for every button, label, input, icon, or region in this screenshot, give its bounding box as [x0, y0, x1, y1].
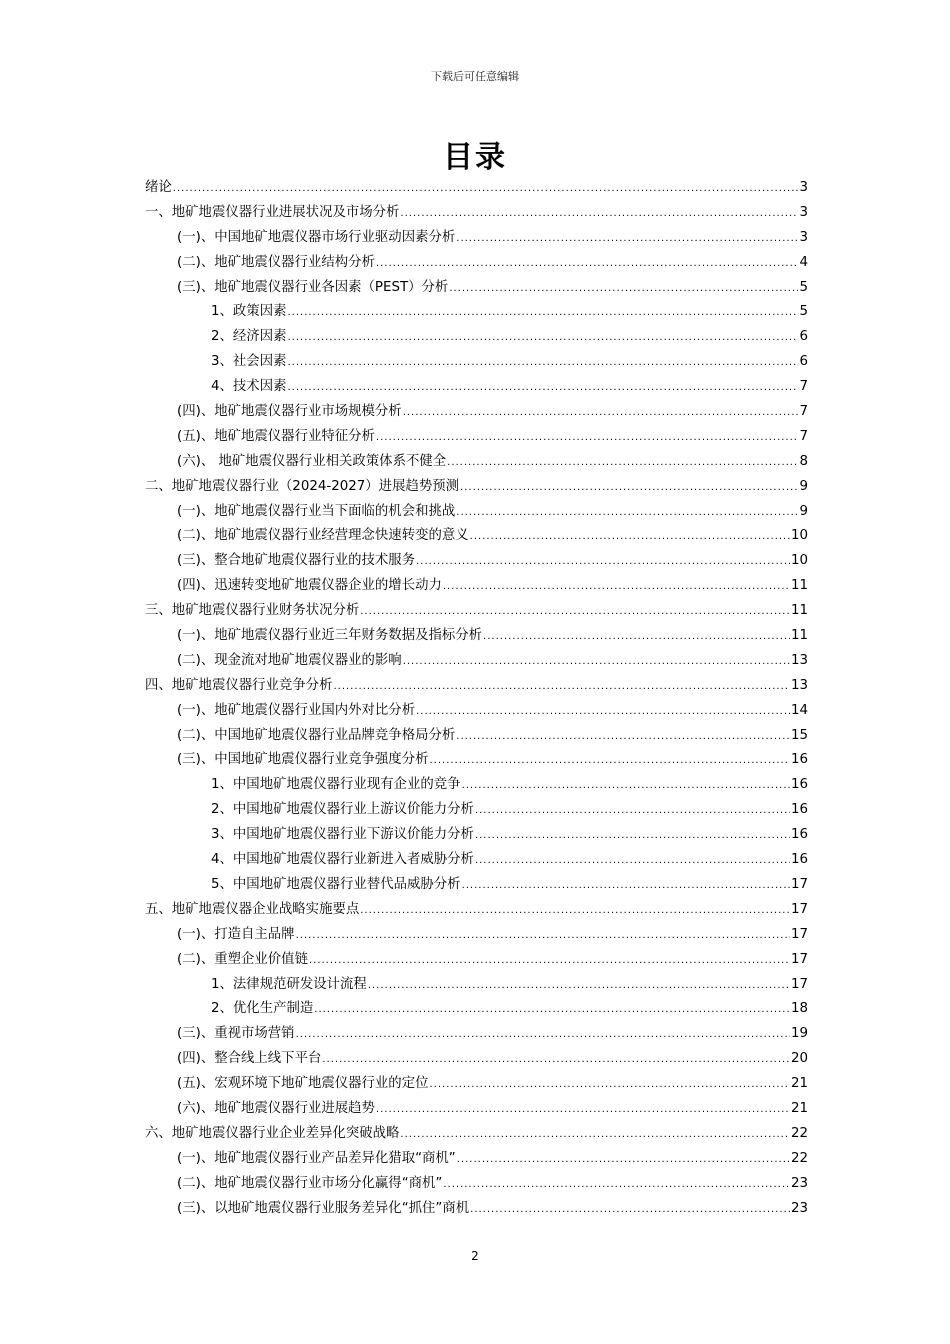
- toc-leader-dots: [400, 1123, 790, 1148]
- toc-entry-text: 五、地矿地震仪器企业战略实施要点: [145, 901, 360, 917]
- toc-entry-page: 16: [790, 752, 808, 768]
- toc-entry[interactable]: [145, 400, 808, 425]
- toc-entry[interactable]: [145, 176, 808, 201]
- toc-leader-dots: [416, 700, 790, 725]
- toc-entry-page: 17: [790, 976, 808, 992]
- toc-entry-page: 11: [790, 578, 808, 594]
- toc-entry-text: 三、地矿地震仪器行业财务状况分析: [145, 603, 360, 619]
- toc-entry[interactable]: [145, 574, 808, 599]
- toc-entry-page: 23: [790, 1200, 808, 1216]
- toc-leader-dots: [368, 974, 790, 999]
- toc-entry[interactable]: [145, 300, 808, 325]
- toc-entry[interactable]: [145, 674, 808, 699]
- toc-leader-dots: [447, 451, 798, 476]
- toc-entry[interactable]: [145, 748, 808, 773]
- toc-entry-text: (二)、现金流对地矿地震仪器业的影响: [177, 652, 402, 668]
- table-of-contents: [145, 176, 808, 1221]
- toc-leader-dots: [360, 899, 790, 924]
- toc-entry-page: 7: [799, 428, 808, 444]
- toc-leader-dots: [456, 227, 798, 252]
- toc-entry-page: 16: [790, 827, 808, 843]
- toc-entry-page: 17: [790, 926, 808, 942]
- toc-leader-dots: [475, 824, 790, 849]
- toc-entry-page: 20: [790, 1051, 808, 1067]
- toc-entry[interactable]: [145, 1147, 808, 1172]
- toc-entry-page: 6: [799, 329, 808, 345]
- toc-entry-text: 四、地矿地震仪器行业竞争分析: [145, 677, 333, 693]
- page-title: 目录: [443, 140, 507, 175]
- toc-leader-dots: [483, 625, 790, 650]
- toc-entry[interactable]: [145, 798, 808, 823]
- toc-entry-text: (一)、中国地矿地震仪器市场行业驱动因素分析: [177, 229, 456, 245]
- toc-entry-page: 17: [790, 951, 808, 967]
- toc-leader-dots: [475, 799, 790, 824]
- toc-entry-text: 3、社会因素: [211, 354, 287, 370]
- toc-entry-text: 2、优化生产制造: [211, 1001, 314, 1017]
- toc-entry-page: 7: [799, 379, 808, 395]
- toc-entry-text: 绪论: [145, 180, 172, 195]
- toc-entry-page: 10: [790, 553, 808, 569]
- toc-entry-page: 16: [790, 852, 808, 868]
- toc-entry-text: 一、地矿地震仪器行业进展状况及市场分析: [145, 204, 400, 220]
- toc-entry-text: (三)、中国地矿地震仪器行业竞争强度分析: [177, 752, 429, 768]
- toc-entry-text: 六、地矿地震仪器行业企业差异化突破战略: [145, 1125, 400, 1141]
- toc-leader-dots: [443, 575, 790, 600]
- toc-leader-dots: [470, 525, 790, 550]
- toc-entry[interactable]: [145, 823, 808, 848]
- toc-entry[interactable]: [145, 524, 808, 549]
- header-note: 下载后可任意编辑: [431, 70, 519, 83]
- toc-leader-dots: [400, 202, 798, 227]
- toc-entry-text: 1、法律规范研发设计流程: [211, 976, 367, 992]
- toc-entry[interactable]: [145, 948, 808, 973]
- toc-leader-dots: [470, 1198, 790, 1223]
- toc-entry-text: (二)、中国地矿地震仪器行业品牌竞争格局分析: [177, 727, 456, 743]
- toc-entry[interactable]: [145, 898, 808, 923]
- toc-leader-dots: [287, 301, 798, 326]
- toc-leader-dots: [314, 998, 790, 1023]
- toc-entry-page: 3: [799, 229, 808, 245]
- toc-leader-dots: [287, 351, 798, 376]
- toc-entry-text: 二、地矿地震仪器行业（2024-2027）进展趋势预测: [145, 478, 460, 494]
- toc-entry[interactable]: [145, 251, 808, 276]
- toc-entry-text: (四)、迅速转变地矿地震仪器企业的增长动力: [177, 578, 442, 594]
- toc-entry-page: 10: [790, 528, 808, 544]
- toc-entry-page: 17: [790, 901, 808, 917]
- toc-entry[interactable]: [145, 1122, 808, 1147]
- toc-entry[interactable]: [145, 276, 808, 301]
- toc-entry-text: (二)、地矿地震仪器行业结构分析: [177, 254, 375, 270]
- toc-entry-page: 17: [790, 876, 808, 892]
- toc-leader-dots: [309, 949, 790, 974]
- toc-leader-dots: [460, 476, 798, 501]
- toc-entry-text: (三)、整合地矿地震仪器行业的技术服务: [177, 553, 416, 569]
- toc-entry[interactable]: [145, 873, 808, 898]
- toc-leader-dots: [376, 426, 799, 451]
- toc-entry-text: (四)、地矿地震仪器行业市场规模分析: [177, 404, 402, 420]
- toc-leader-dots: [287, 326, 798, 351]
- toc-entry[interactable]: [145, 773, 808, 798]
- toc-entry[interactable]: [145, 699, 808, 724]
- toc-entry[interactable]: [145, 450, 808, 475]
- toc-entry-page: 18: [790, 1001, 808, 1017]
- toc-entry[interactable]: [145, 923, 808, 948]
- toc-leader-dots: [322, 1048, 790, 1073]
- toc-entry-page: 8: [799, 453, 808, 469]
- toc-entry[interactable]: [145, 1097, 808, 1122]
- toc-entry[interactable]: [145, 425, 808, 450]
- toc-entry-text: (三)、重视市场营销: [177, 1026, 295, 1042]
- toc-entry-text: (三)、地矿地震仪器行业各因素（PEST）分析: [177, 279, 449, 295]
- toc-entry[interactable]: [145, 375, 808, 400]
- toc-entry-text: (二)、地矿地震仪器行业经营理念快速转变的意义: [177, 528, 469, 544]
- toc-entry[interactable]: [145, 1197, 808, 1222]
- page-number: 2: [471, 1249, 479, 1263]
- toc-entry[interactable]: [145, 201, 808, 226]
- toc-entry[interactable]: [145, 500, 808, 525]
- toc-entry-page: 19: [790, 1026, 808, 1042]
- toc-entry-page: 23: [790, 1175, 808, 1191]
- toc-entry-text: (五)、地矿地震仪器行业特征分析: [177, 428, 375, 444]
- toc-entry[interactable]: [145, 624, 808, 649]
- toc-leader-dots: [443, 1173, 790, 1198]
- toc-entry[interactable]: [145, 1172, 808, 1197]
- toc-leader-dots: [429, 1073, 789, 1098]
- toc-entry-text: (一)、地矿地震仪器行业产品差异化猎取“商机”: [177, 1150, 456, 1166]
- toc-leader-dots: [457, 1148, 790, 1173]
- toc-entry-page: 21: [790, 1100, 808, 1116]
- toc-entry-text: (二)、地矿地震仪器行业市场分化赢得“商机”: [177, 1175, 443, 1191]
- toc-leader-dots: [296, 924, 790, 949]
- toc-entry[interactable]: [145, 599, 808, 624]
- toc-entry-text: 4、中国地矿地震仪器行业新进入者威胁分析: [211, 852, 474, 868]
- toc-leader-dots: [456, 725, 790, 750]
- toc-entry-text: 2、中国地矿地震仪器行业上游议价能力分析: [211, 802, 474, 818]
- toc-leader-dots: [296, 1023, 790, 1048]
- toc-entry-page: 22: [790, 1125, 808, 1141]
- toc-entry-text: 5、中国地矿地震仪器行业替代品威胁分析: [211, 876, 461, 892]
- toc-entry-text: (六)、地矿地震仪器行业进展趋势: [177, 1100, 375, 1116]
- toc-entry[interactable]: [145, 1072, 808, 1097]
- toc-leader-dots: [462, 774, 790, 799]
- toc-leader-dots: [173, 177, 799, 202]
- toc-entry-page: 9: [799, 478, 808, 494]
- toc-leader-dots: [376, 252, 799, 277]
- toc-entry[interactable]: [145, 325, 808, 350]
- toc-leader-dots: [360, 600, 790, 625]
- toc-entry-text: (一)、打造自主品牌: [177, 926, 295, 942]
- toc-entry-text: (一)、地矿地震仪器行业近三年财务数据及指标分析: [177, 628, 483, 644]
- toc-leader-dots: [449, 277, 798, 302]
- toc-entry-page: 5: [799, 279, 808, 295]
- toc-entry-text: 2、经济因素: [211, 329, 287, 345]
- toc-leader-dots: [429, 749, 789, 774]
- toc-leader-dots: [475, 849, 790, 874]
- toc-entry[interactable]: [145, 350, 808, 375]
- toc-entry-page: 3: [799, 204, 808, 220]
- toc-entry-text: (一)、地矿地震仪器行业当下面临的机会和挑战: [177, 503, 456, 519]
- toc-leader-dots: [376, 1098, 790, 1123]
- toc-entry-page: 16: [790, 802, 808, 818]
- toc-leader-dots: [333, 675, 789, 700]
- toc-entry-page: 14: [790, 702, 808, 718]
- toc-leader-dots: [403, 650, 790, 675]
- toc-entry-page: 6: [799, 354, 808, 370]
- toc-entry[interactable]: [145, 724, 808, 749]
- toc-entry-text: 4、技术因素: [211, 379, 287, 395]
- toc-entry-page: 9: [799, 503, 808, 519]
- toc-entry-text: (六)、 地矿地震仪器行业相关政策体系不健全: [177, 453, 447, 469]
- toc-entry-page: 21: [790, 1076, 808, 1092]
- toc-entry[interactable]: [145, 1047, 808, 1072]
- toc-entry-text: (四)、整合线上线下平台: [177, 1051, 322, 1067]
- toc-entry-text: (一)、地矿地震仪器行业国内外对比分析: [177, 702, 416, 718]
- toc-entry-text: 1、中国地矿地震仪器行业现有企业的竞争: [211, 777, 461, 793]
- toc-entry-page: 15: [790, 727, 808, 743]
- toc-leader-dots: [287, 376, 798, 401]
- toc-entry-text: 1、政策因素: [211, 304, 287, 320]
- toc-entry-page: 13: [790, 652, 808, 668]
- toc-leader-dots: [456, 501, 798, 526]
- toc-entry-page: 3: [799, 180, 808, 195]
- toc-entry-page: 22: [790, 1150, 808, 1166]
- toc-entry-page: 11: [790, 628, 808, 644]
- toc-leader-dots: [416, 550, 790, 575]
- toc-entry-page: 7: [799, 404, 808, 420]
- toc-entry-page: 13: [790, 677, 808, 693]
- toc-entry-text: (五)、宏观环境下地矿地震仪器行业的定位: [177, 1076, 429, 1092]
- toc-entry[interactable]: [145, 997, 808, 1022]
- toc-entry-text: (二)、重塑企业价值链: [177, 951, 308, 967]
- toc-entry-page: 5: [799, 304, 808, 320]
- toc-entry[interactable]: [145, 226, 808, 251]
- toc-entry-text: (三)、以地矿地震仪器行业服务差异化“抓住”商机: [177, 1200, 470, 1216]
- toc-entry-page: 16: [790, 777, 808, 793]
- toc-entry[interactable]: [145, 549, 808, 574]
- toc-entry[interactable]: [145, 649, 808, 674]
- toc-leader-dots: [462, 874, 790, 899]
- toc-entry[interactable]: [145, 475, 808, 500]
- toc-entry-text: 3、中国地矿地震仪器行业下游议价能力分析: [211, 827, 474, 843]
- toc-entry[interactable]: [145, 848, 808, 873]
- toc-entry-page: 4: [799, 254, 808, 270]
- toc-entry[interactable]: [145, 973, 808, 998]
- toc-entry[interactable]: [145, 1022, 808, 1047]
- toc-leader-dots: [403, 401, 799, 426]
- toc-entry-page: 11: [790, 603, 808, 619]
